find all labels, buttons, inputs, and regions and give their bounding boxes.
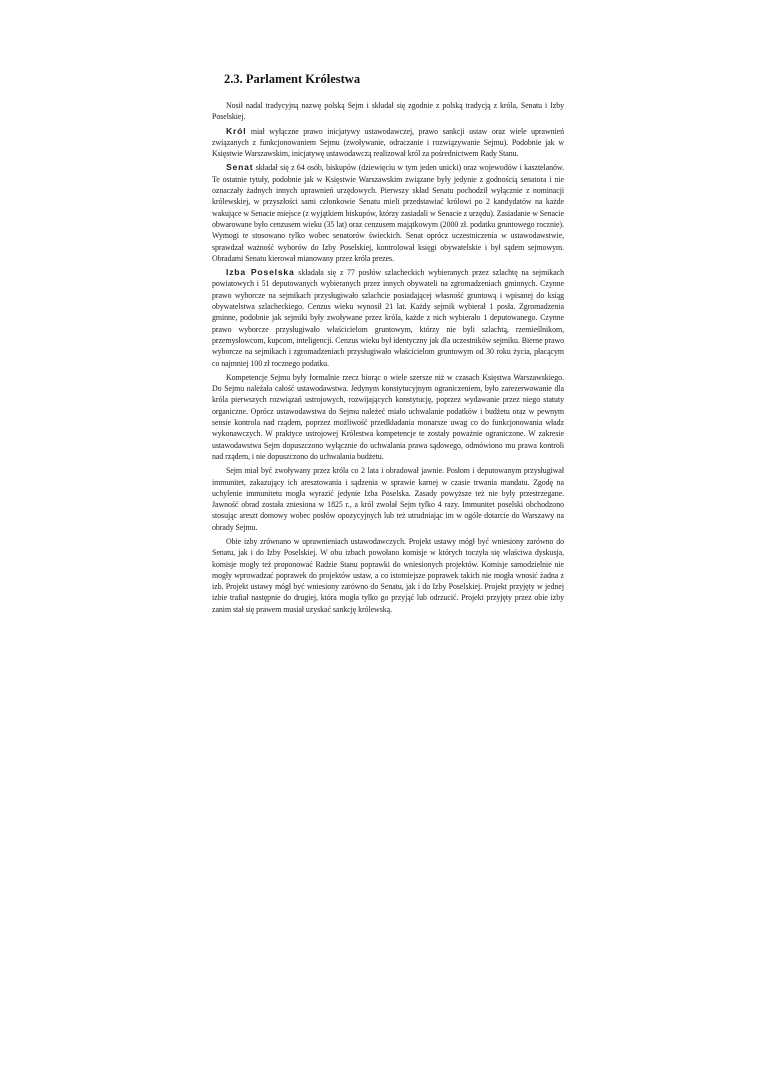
paragraph-intro [212,100,564,123]
paragraph-text: miał wyłączne prawo inicjatywy ustawodawczej, prawo sankcji ustaw oraz wiele uprawnień związanych z funkcjonowaniem Sejmu (zwoływanie, odraczanie i rozwiązywanie Sejmu). Podobnie jak w Księstwie Warszawskim, inicjatywę ustawodawczą realizował król za pośrednictwem Rady Stanu. [212,126,564,159]
term-senat: Senat [226,162,254,173]
paragraph-text: składał się z 64 osób, biskupów (dziewięciu w tym jeden unicki) oraz wojewodów i kasztelanów. Te ostatnie tytuły, podobnie jak w Księstwie Warszawskim związane były jedynie z godnością senatora i nie oznaczały żadnych innych uprawnień urzędowych. Pierwszy skład Senatu pochodził wyłącznie z nominacji królewskiej, w przyszłości sami członkowie Senatu mieli przedstawiać królowi po 2 kandydatów na każde wakujące w Senacie miejsce (z wyjątkiem biskupów, którzy zasiadali w Senacie z urzędu). Zasiadanie w Senacie obwarowane było cenzusem wieku (35 lat) oraz cenzusem majątkowym (2000 zł. podatku gruntowego rocznie). Wymogi te stosowano tylko wobec senatorów świeckich. Senat oprócz uczestniczenia w ustawodawstwie, sprawdzał ważność wyborów do Izby Poselskiej, kontrolował księgi obywatelskie i był sądem sejmowym. Obradami Senatu kierował mianowany przez króla prezes. [212,163,564,263]
section-heading: 2.3. Parlament Królestwa [224,72,361,86]
term-izba-poselska: Izba Poselska [226,267,295,278]
paragraph-kompetencje [212,372,564,462]
paragraph-senat [212,162,564,264]
paragraph-zwolywanie [212,465,564,533]
paragraph-text: Sejm miał być zwoływany przez króla co 2 lata i obradował jawnie. Posłom i deputowanym przysługiwał immunitet, zakazujący ich aresztowania i sądzenia w sprawie karnej w czasie trwania mandatu. Zgodę na uchylenie immunitetu mogła wyrazić jedynie Izba Poselska. Zasady powyższe też nie były przestrzegane. Jawność obrad została zniesiona w 1825 r., a król zwołał Sejm tylko 4 razy. Immunitet poselski obchodzono stosując areszt domowy wobec posłów opozycyjnych lub też utrudniając im w ogóle dotarcie do Warszawy na obrady Sejmu. [212,466,564,532]
term-krol: Król [226,125,247,136]
paragraph-text: Nosił nadal tradycyjną nazwę polską Sejm i składał się zgodnie z polską tradycją z króla, Senatu i Izby Poselskiej. [212,101,564,122]
document-page [212,72,564,618]
paragraph-izby [212,536,564,615]
paragraph-text: Kompetencje Sejmu były formalnie rzecz biorąc o wiele szersze niż w czasach Księstwa Warszawskiego. Do Sejmu należała całość ustawodawstwa. Jedynym konstytucyjnym ograniczeniem, było zarezerwowanie dla króla pierwszych rozwiązań ustrojowych, rozwijających konstytucję, poprzez wydawanie przez niego statuty organiczne. Oprócz ustawodawstwa do Sejmu należeć miało uchwalanie podatków i budżetu oraz w pewnym sensie kontrola nad rządem, poprzez możliwość przedkładania monarsze uwag co do funkcjonowania władz wykonawczych. W praktyce ustrojowej Królestwa kompetencje te zostały poważnie ograniczone. W zakresie ustawodawstwa Sejm dopuszczono wyłącznie do uchwalania prawa sądowego, odmówiono mu prawa kontroli nad rządem, i nie dopuszczono do uchwalania budżetu. [212,372,564,461]
paragraph-izba-poselska [212,267,564,369]
paragraph-text: Obie izby zrównano w uprawnieniach ustawodawczych. Projekt ustawy mógł być wniesiony zarówno do Senatu, jak i do Izby Poselskiej. W obu izbach powołano komisje w których toczyła się właściwa dyskusja, komisje mogły też proponować Radzie Stanu poprawki do wniesionych projektów. Komisje samodzielnie nie mogły wprowadzać poprawek do projektów ustaw, a co istotniejsze poprawek takich nie mogła wnosić żadna z izb. Projekt ustawy mógł być wniesiony zarówno do Senatu, jak i do Izby Poselskiej. Projekt przyjęty w jednej izbie trafiał następnie do drugiej, która mogła tylko go przyjąć lub odrzucić. Projekt przyjęty przez obie izby zanim stał się prawem musiał uzyskać sankcję królewską. [212,536,564,614]
paragraph-krol [212,126,564,160]
paragraph-text: składała się z 77 posłów szlacheckich wybieranych przez szlachtę na sejmikach powiatowych i 51 deputowanych wybieranych przez innych obywateli na zgromadzeniach gminnych. Czynne prawo wyborcze na sejmikach przysługiwało szlachcie posiadającej własność gruntową i wpisanej do ksiąg obywatelstwa szlacheckiego. Cenzus wieku wynosił 21 lat. Każdy sejmik wybierał 1 posła. Zgromadzenia gminne, podobnie jak sejmiki były zwoływane przez króla, każde z nich wybierało 1 deputowanego. Czynne prawo wyborcze przysługiwało właścicielom gruntowym, którzy nie byli szlachtą, rzemieślnikom, przemysłowcom, kupcom, inteligencji. Cenzus wieku był identyczny jak dla uczestników sejmiku. Bierne prawo wyborcze na sejmikach i zgromadzeniach przysługiwało właścicielom gruntowym od 30 roku życia, płacącym co najmniej 100 zł rocznego podatku. [212,268,564,368]
